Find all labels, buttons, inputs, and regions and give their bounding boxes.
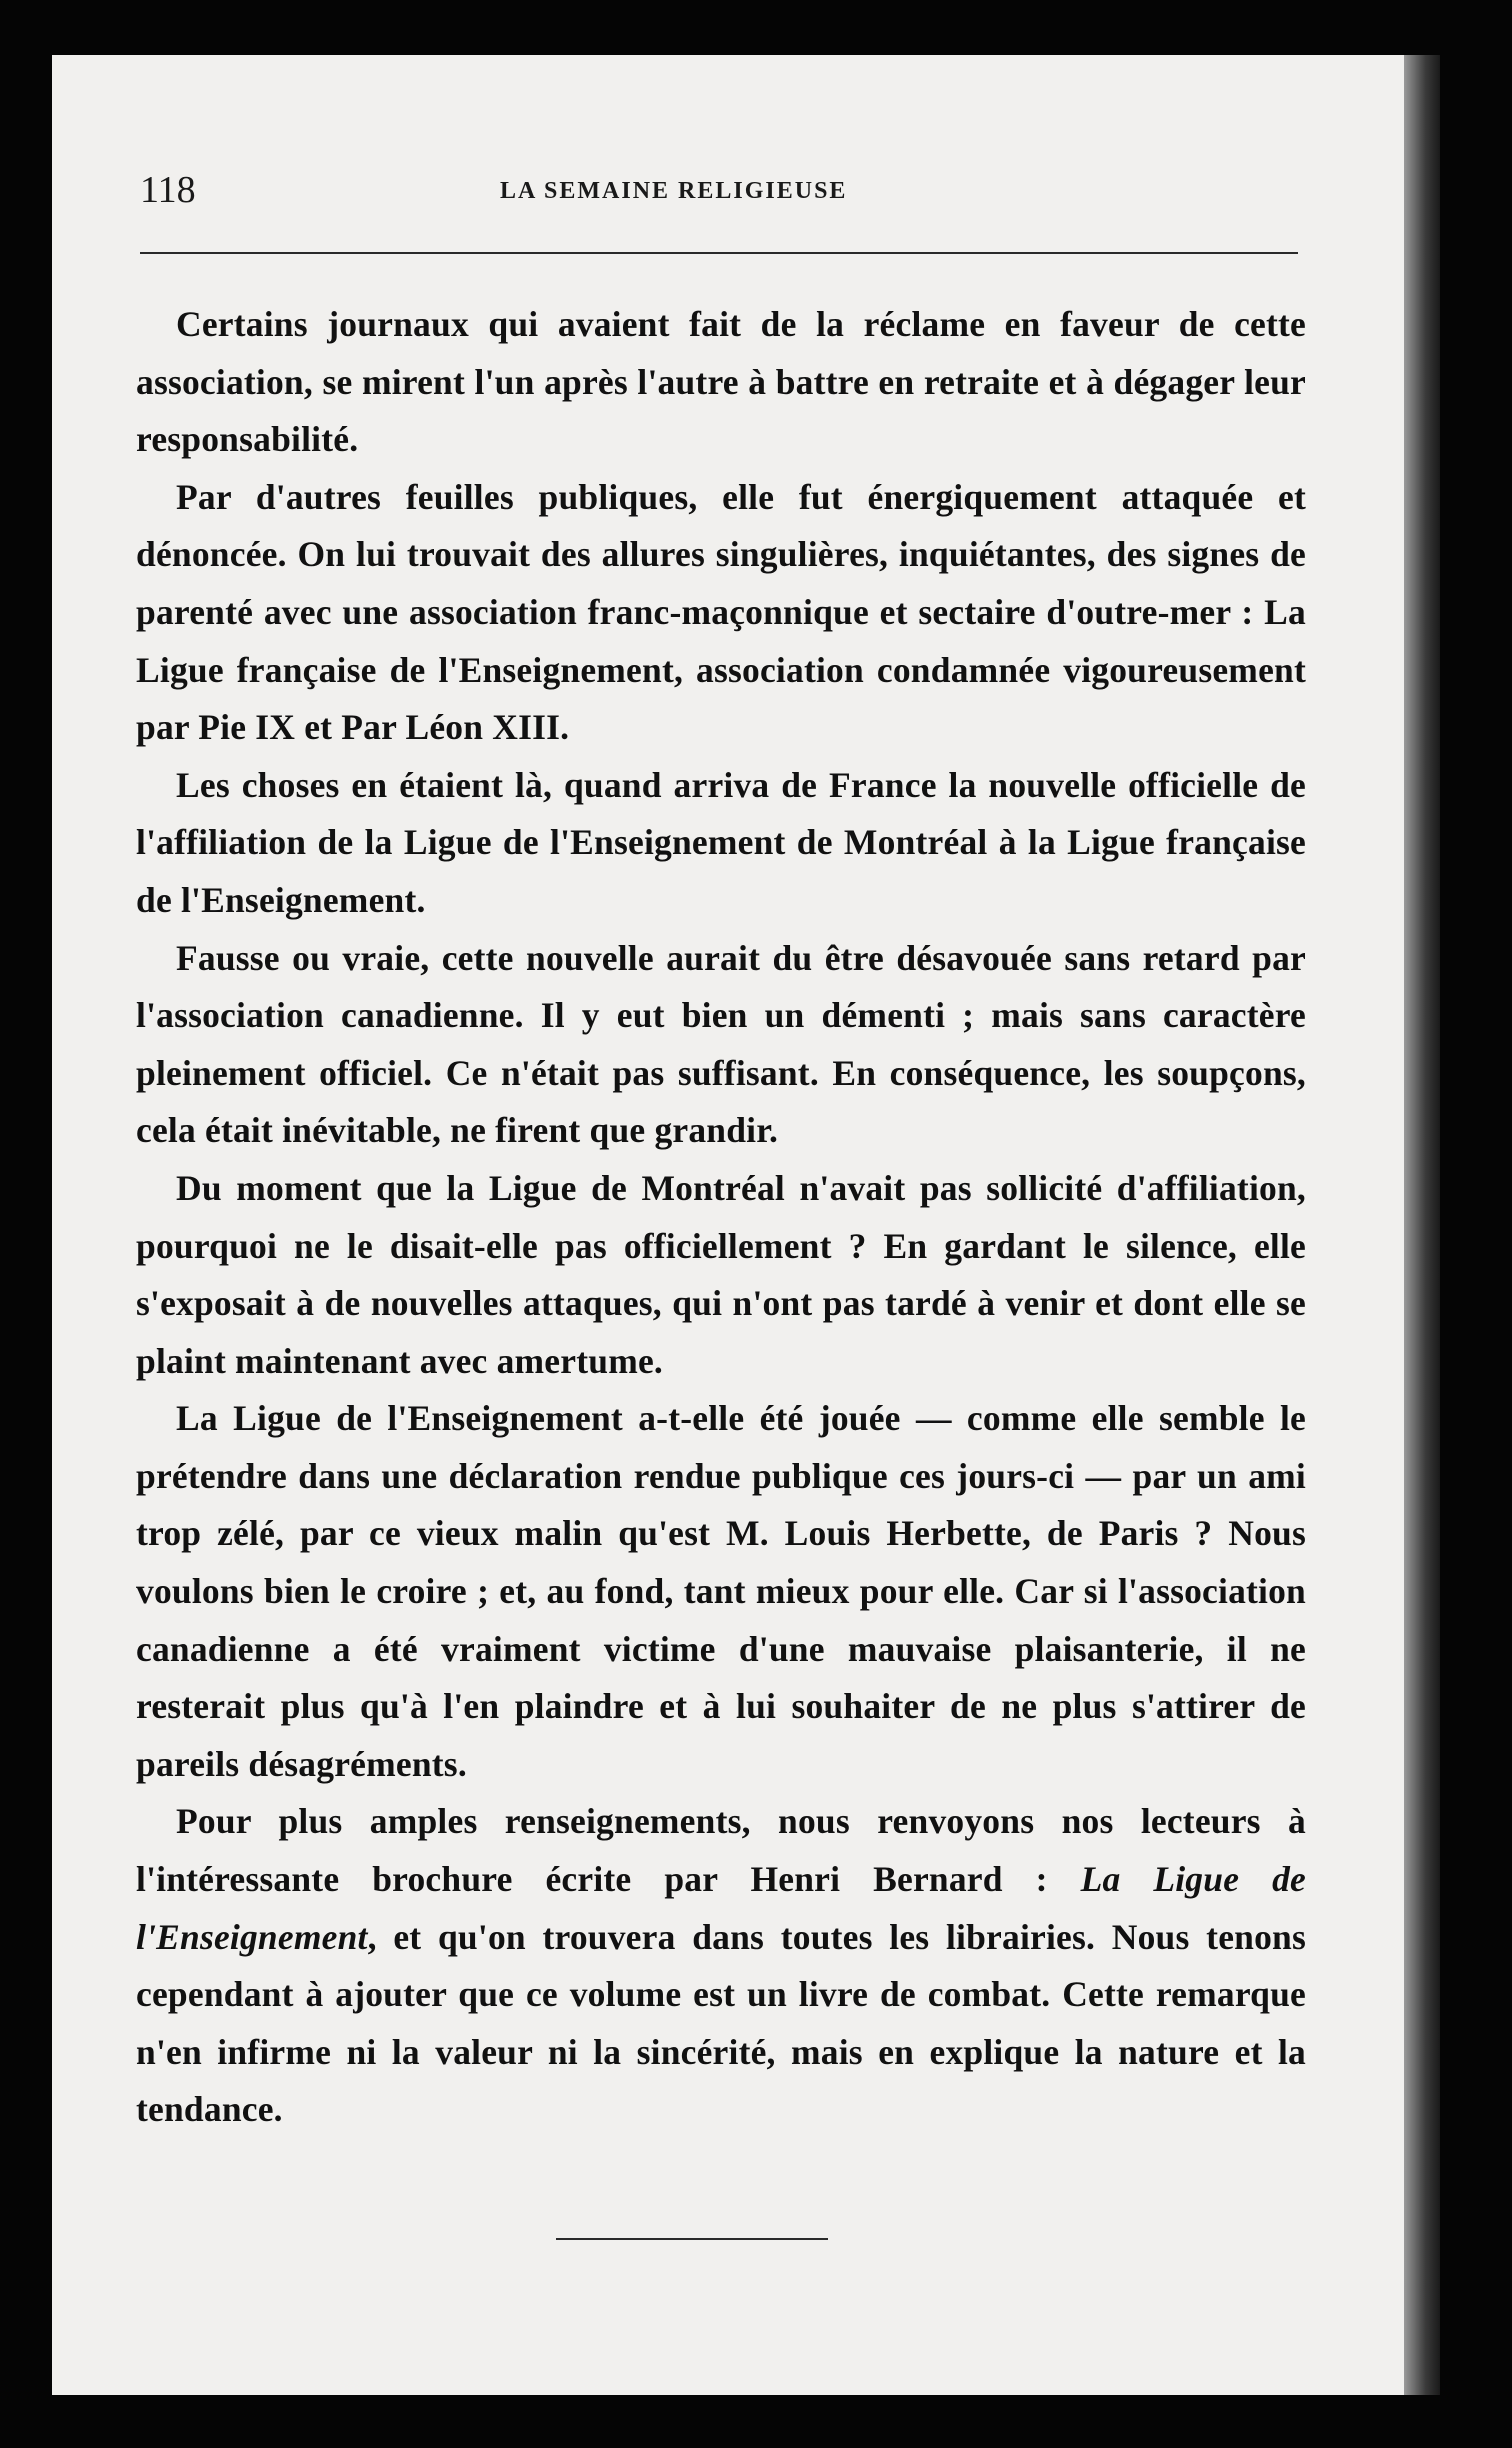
paragraph-text: Pour plus amples renseignements, nous renvoyons nos lecteurs à l'intéressante brochure écrite par Henri Bernard : — [136, 1801, 1306, 1900]
running-title: LA SEMAINE RELIGIEUSE — [500, 178, 848, 204]
article-body — [136, 296, 1306, 2139]
header-rule — [140, 252, 1298, 254]
paragraph: Par d'autres feuilles publiques, elle fut énergiquement attaquée et dénoncée. On lui trouvait des allures singulières, inquiétantes, des signes de parenté avec une association franc-maçonnique et sectaire d'outre-mer : La Ligue française de l'Enseignement, association condamnée vigoureusement par Pie IX et Par Léon XIII. — [136, 476, 1306, 748]
page-edge-shadow — [1404, 55, 1440, 2395]
page-header — [140, 168, 1298, 228]
paragraph: La Ligue de l'Enseignement a-t-elle été jouée — comme elle semble le prétendre dans une déclaration rendue publique ces jours-ci — par un ami trop zélé, par ce vieux malin qu'est M. Louis Herbette, de Paris ? Nous voulons bien le croire ; et, au fond, tant mieux pour elle. Car si l'association canadienne a été vraiment victime d'une mauvaise plaisanterie, il ne resterait plus qu'à l'en plaindre et à lui souhaiter de ne plus s'attirer de pareils désagréments. — [136, 1398, 1306, 1784]
page-number: 118 — [140, 169, 196, 211]
paragraph-text: , et qu'on trouvera dans toutes les librairies. Nous tenons cependant à ajouter que ce volume est un livre de combat. Cette remarque n'en infirme ni la valeur ni la sincérité, mais en explique la nature et la tendance. — [136, 1916, 1306, 2130]
paragraph — [136, 1793, 1306, 2139]
paragraph: Du moment que la Ligue de Montréal n'avait pas sollicité d'affiliation, pourquoi ne le disait-elle pas officiellement ? En gardant le silence, elle s'exposait à de nouvelles attaques, qui n'ont pas tardé à venir et dont elle se plaint maintenant avec amertume. — [136, 1167, 1306, 1381]
book-title: La Ligue de l'Enseignement — [136, 1859, 1306, 1957]
paragraph: Les choses en étaient là, quand arriva de France la nouvelle officielle de l'affiliation de la Ligue de l'Enseignement de Montréal à la Ligue française de l'Enseignement. — [136, 764, 1306, 920]
paragraph: Fausse ou vraie, cette nouvelle aurait du être désavouée sans retard par l'association canadienne. Il y eut bien un démenti ; mais sans caractère pleinement officiel. Ce n'était pas suffisant. En conséquence, les soupçons, cela était inévitable, ne firent que grandir. — [136, 937, 1306, 1151]
paragraph: Certains journaux qui avaient fait de la réclame en faveur de cette association, se mirent l'un après l'autre à battre en retraite et à dégager leur responsabilité. — [136, 304, 1306, 460]
end-of-article-rule — [556, 2238, 828, 2240]
